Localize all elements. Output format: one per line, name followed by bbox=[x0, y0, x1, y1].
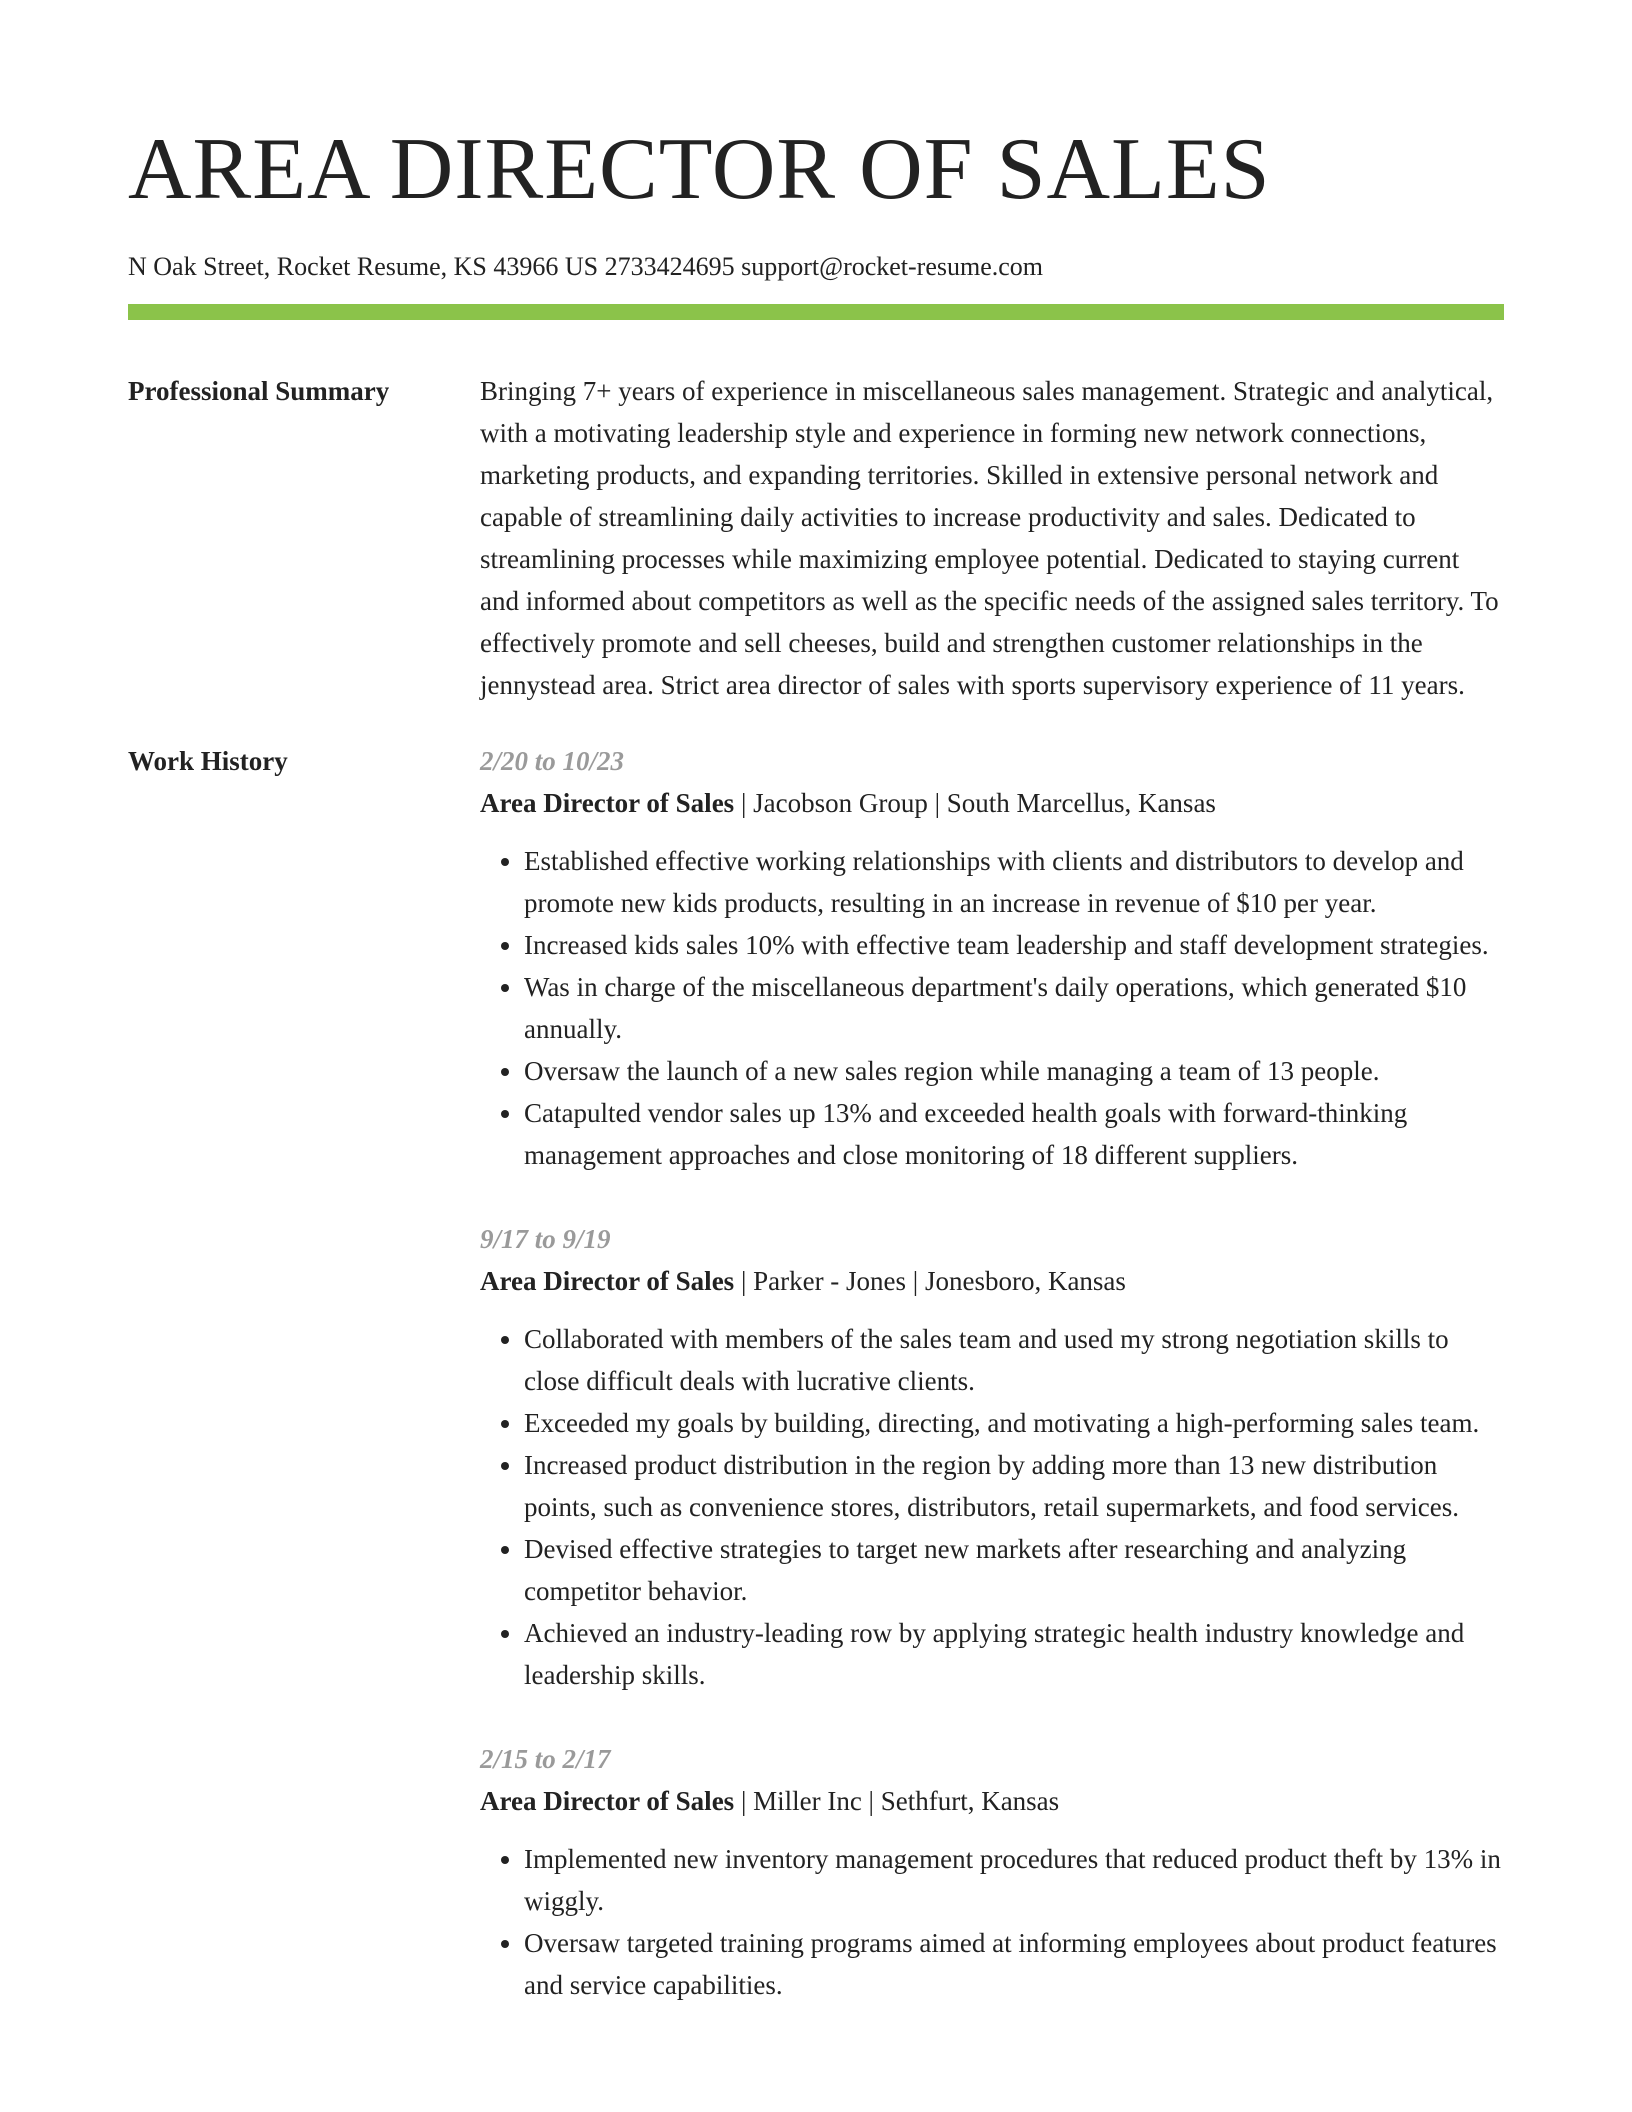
job-details: | Jacobson Group | South Marcellus, Kansas bbox=[734, 788, 1216, 818]
section-title-work-history: Work History bbox=[128, 746, 288, 776]
job-dates: 2/15 to 2/17 bbox=[480, 1744, 611, 1774]
job-bullet: • Achieved an industry-leading row by applying strategic health industry knowledge and leadership skills. bbox=[524, 1612, 1504, 1696]
professional-summary-section bbox=[128, 370, 1504, 706]
job-bullet: • Collaborated with members of the sales team and used my strong negotiation skills to close difficult deals with lucrative clients. bbox=[524, 1318, 1504, 1402]
job-bullet: • Increased kids sales 10% with effective team leadership and staff development strategies. bbox=[524, 924, 1504, 966]
job-bullet-list bbox=[480, 840, 1504, 1176]
job-bullet-list bbox=[480, 1318, 1504, 1696]
job-dates: 2/20 to 10/23 bbox=[480, 746, 625, 776]
job-title: Area Director of Sales bbox=[480, 1786, 735, 1816]
job-entry bbox=[480, 740, 1504, 1176]
job-title: Area Director of Sales bbox=[480, 788, 735, 818]
work-history-section bbox=[128, 740, 1504, 2048]
job-details: | Miller Inc | Sethfurt, Kansas bbox=[734, 1786, 1060, 1816]
accent-divider bbox=[128, 304, 1504, 320]
resume-page bbox=[128, 0, 1504, 2048]
contact-info: N Oak Street, Rocket Resume, KS 43966 US 2733424695 support@rocket-resume.com bbox=[128, 252, 1044, 281]
job-bullet: • Catapulted vendor sales up 13% and exceeded health goals with forward-thinking management approaches and close monitoring of 18 different suppliers. bbox=[524, 1092, 1504, 1176]
job-bullet: • Devised effective strategies to target new markets after researching and analyzing competitor behavior. bbox=[524, 1528, 1504, 1612]
job-bullet: • Increased product distribution in the region by adding more than 13 new distribution points, such as convenience stores, distributors, retail supermarkets, and food services. bbox=[524, 1444, 1504, 1528]
job-entry bbox=[480, 1218, 1504, 1696]
job-bullet: • Established effective working relationships with clients and distributors to develop and promote new kids products, resulting in an increase in revenue of $10 per year. bbox=[524, 840, 1504, 924]
job-bullet: • Oversaw targeted training programs aimed at informing employees about product features and service capabilities. bbox=[524, 1922, 1504, 2006]
job-bullet: • Implemented new inventory management procedures that reduced product theft by 13% in wiggly. bbox=[524, 1838, 1504, 1922]
summary-text: Bringing 7+ years of experience in miscellaneous sales management. Strategic and analytical, with a motivating leadership style and experience in forming new network connections, marketing products, and expanding territories. Skilled in extensive personal network and capable of streamlining daily activities to increase productivity and sales. Dedicated to streamlining processes while maximizing employee potential. Dedicated to staying current and informed about competitors as well as the specific needs of the assigned sales territory. To effectively promote and sell cheeses, build and strengthen customer relationships in the jennystead area. Strict area director of sales with sports supervisory experience of 11 years. bbox=[480, 376, 1499, 700]
job-entry bbox=[480, 1738, 1504, 2006]
job-heading bbox=[480, 1780, 1504, 1822]
job-title: Area Director of Sales bbox=[480, 1266, 735, 1296]
job-bullet: • Oversaw the launch of a new sales region while managing a team of 13 people. bbox=[524, 1050, 1504, 1092]
job-heading bbox=[480, 782, 1504, 824]
job-heading bbox=[480, 1260, 1504, 1302]
job-bullet: • Was in charge of the miscellaneous department's daily operations, which generated $10 annually. bbox=[524, 966, 1504, 1050]
section-title-summary: Professional Summary bbox=[128, 376, 390, 406]
job-dates: 9/17 to 9/19 bbox=[480, 1224, 611, 1254]
job-bullet: • Exceeded my goals by building, directing, and motivating a high-performing sales team. bbox=[524, 1402, 1504, 1444]
resume-name: AREA DIRECTOR OF SALES bbox=[128, 121, 1271, 218]
job-details: | Parker - Jones | Jonesboro, Kansas bbox=[734, 1266, 1126, 1296]
job-bullet-list bbox=[480, 1838, 1504, 2006]
